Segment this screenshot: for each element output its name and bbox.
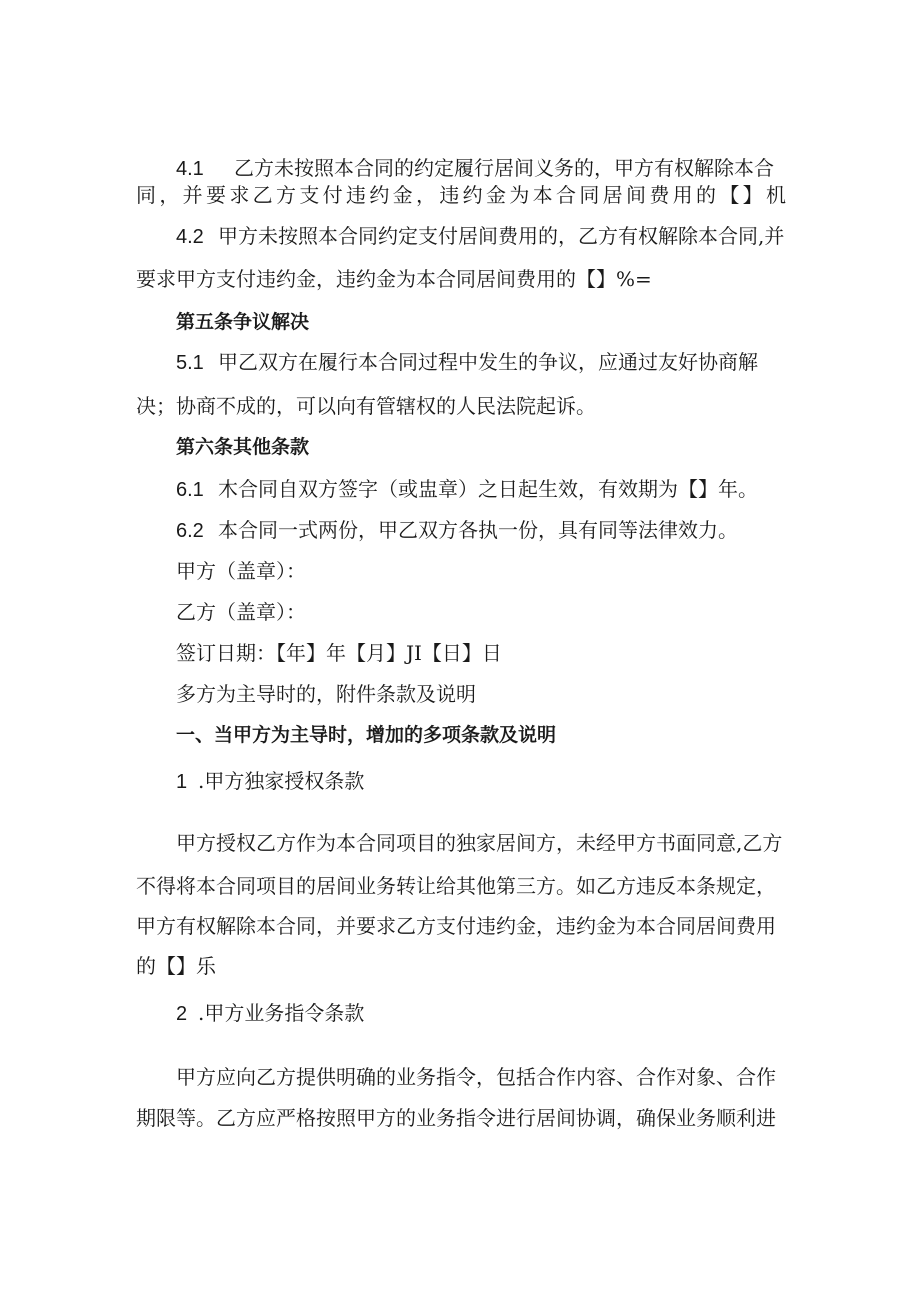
item-2-line-1: 甲方应向乙方提供明确的业务指令，包括合作内容、合作对象、合作 (176, 1065, 776, 1089)
clause-4-1-text-1: 乙方未按照本合同的约定履行居间义务的，甲方有权解除本合 (234, 156, 774, 180)
clause-4-1-line-2: 同，并要求乙方支付违约金，违约金为本合同居间费用的【】机 (136, 183, 786, 207)
clause-4-1-line-1 (176, 155, 790, 182)
clause-4-2-line-1 (176, 223, 798, 250)
item-1-title: .甲方独家授权条款 (198, 769, 365, 793)
sign-date: 签订日期：【年】年【月】JI【日】日 (176, 641, 502, 665)
article-5-title: 第五条争议解决 (176, 311, 310, 333)
appendix-intro: 多方为主导时的，附件条款及说明 (176, 682, 476, 706)
clause-5-1-number: 5.1 (176, 352, 204, 374)
clause-5-1-line-2: 决；协商不成的，可以向有管辖权的人民法院起诉。 (136, 394, 596, 418)
clause-6-1-text: 木合同自双方签字（或盅章）之日起生效，有效期为【】年。 (218, 477, 758, 501)
item-1-line-1: 甲方授权乙方作为本合同项目的独家居间方，未经甲方书面同意,乙方 (176, 831, 783, 855)
party-a-seal: 甲方（盖章）： (176, 559, 306, 583)
item-1-line-4: 的【】乐 (136, 954, 216, 978)
clause-5-1-line-1 (176, 349, 758, 376)
clause-6-1-number: 6.1 (176, 479, 204, 501)
item-2-number: 2 (176, 1003, 188, 1025)
article-6-title: 第六条其他条款 (176, 436, 310, 458)
clause-6-2-number: 6.2 (176, 520, 204, 542)
clause-4-2-line-2: 要求甲方支付违约金，违约金为本合同居间费用的【】%= (136, 267, 652, 291)
section-1-title: 一、当甲方为主导时，增加的多项条款及说明 (176, 724, 557, 746)
clause-6-2-text: 本合同一式两份，甲乙双方各执一份，具有同等法律效力。 (218, 518, 738, 542)
item-2-line-2: 期限等。乙方应严格按照甲方的业务指令进行居间协调，确保业务顺利进 (136, 1106, 776, 1130)
clause-4-2-text-1: 甲方未按照本合同约定支付居间费用的，乙方有权解除本合同,并 (218, 224, 785, 248)
clause-5-1-text-1: 甲乙双方在履行本合同过程中发生的争议，应通过友好协商解 (218, 350, 758, 374)
item-1-heading (176, 768, 364, 795)
party-b-seal: 乙方（盖章）： (176, 600, 306, 624)
item-2-heading (176, 1000, 364, 1027)
clause-6-1-line (176, 476, 758, 503)
item-1-line-2: 不得将本合同项目的居间业务转让给其他第三方。如乙方违反本条规定， (136, 874, 776, 898)
clause-4-2-number: 4.2 (176, 226, 204, 248)
item-1-number: 1 (176, 771, 188, 793)
clause-6-2-line (176, 517, 738, 544)
clause-4-1-number: 4.1 (176, 158, 204, 180)
item-1-line-3: 甲方有权解除本合同，并要求乙方支付违约金，违约金为本合同居间费用 (136, 914, 776, 938)
item-2-title: .甲方业务指令条款 (198, 1001, 365, 1025)
